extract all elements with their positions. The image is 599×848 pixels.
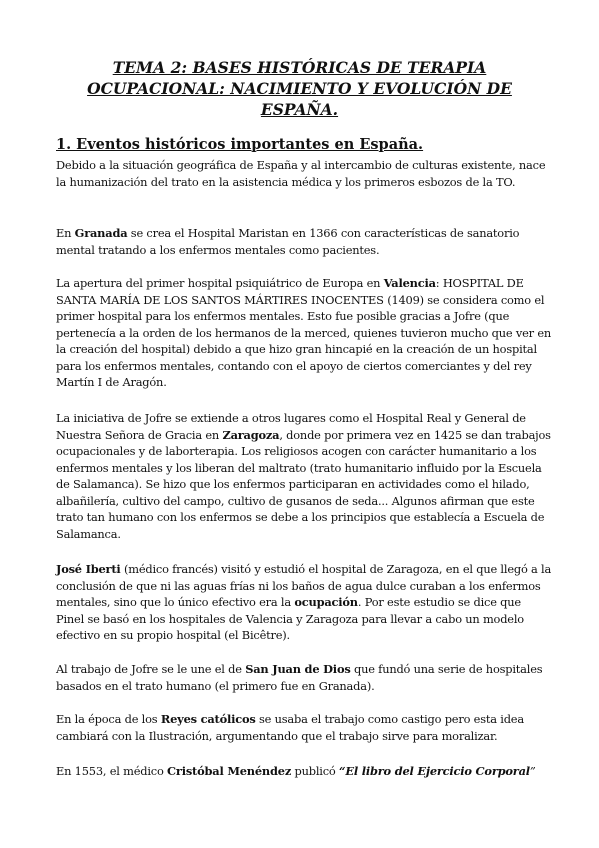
paragraph-intro [56,157,552,190]
bold-text: San Juan de Dios [245,662,351,676]
paragraph-menendez [56,763,552,780]
title-line-2: OCUPACIONAL: NACIMIENTO Y EVOLUCIÓN DE [87,79,512,98]
text-run: , donde por primera vez en 1425 se dan trabajos ocupacionales y de laborterapia. Los religiosos acogen con carácter humanitario a los enfermos mentales y los liberan del maltrato (trato humanitario influido por la Escuela de Salamanca). Se hizo que los enfermos participaran en actividades como el hilado, albañilería, cultivo del campo, cultivo de gusanos de seda... Algunos afirman que este trato tan humano con los enfermos se debe a los principios que establecía a Escuela de Salamanca. [56,427,551,541]
paragraph-valencia [56,275,552,391]
paragraph-iberti [56,561,552,644]
text-run: Al trabajo de Jofre se le une el de [56,662,246,676]
bold-text: “El libro del Ejercicio Corporal [339,764,530,778]
bold-text: José Iberti [56,562,121,576]
section-heading: 1. Eventos históricos importantes en España. [56,136,424,153]
title-line-3: ESPAÑA. [260,100,339,119]
text-run: : HOSPITAL DE SANTA MARÍA DE LOS SANTOS MÁRTIRES INOCENTES (1409) se considera como el primer hospital para los enfermos mentales. Esto fue posible gracias a Jofre (que pertenecía a la orden de los hermanos de la merced, quienes tuvieron mucho que ver en la creación del hospital) debido a que hizo gran hincapié en la creación de un hospital para los enfermos mentales, contando con el apoyo de ciertos comerciantes y del rey Martín I de Aragón. [56,276,551,389]
paragraph-intro-text: Debido a la situación geográfica de España y al intercambio de culturas existente, nace la humanización del trato en la asistencia médica y los primeros esbozos de la TO. [56,158,546,189]
text-run: La iniciativa de Jofre se extiende a otros lugares como el Hospital Real y General de Nuestra Señora de Gracia en [56,411,526,442]
text-run: En la época de los [56,712,161,726]
bold-text: Zaragoza [222,427,280,442]
text-run: se crea el Hospital Maristan en 1366 con características de sanatorio mental tratando a los enfermos mentales como pacientes. [56,226,520,257]
text-run: En [56,226,75,240]
text-run: . Por este estudio se dice que Pinel se basó en los hospitales de Valencia y Zaragoza para llevar a cabo un modelo efectivo en su propio hospital (el Bicêtre). [56,595,524,642]
paragraph-granada [56,225,552,258]
paragraph-reyes [56,711,552,744]
bold-text: Valencia [383,276,436,290]
text-run: ” [529,764,536,778]
text-run: La apertura del primer hospital psiquiátrico de Europa en [56,276,384,290]
paragraph-zaragoza [56,410,552,542]
text-run: que fundó una serie de hospitales basados en el trato humano (el primero fue en Granada). [56,662,543,693]
bold-text: ocupación [294,595,358,609]
bold-text: Cristóbal Menéndez [167,764,292,778]
paragraph-san-juan [56,661,552,694]
title-line-1: TEMA 2: BASES HISTÓRICAS DE TERAPIA [112,58,487,77]
document-title [40,57,559,120]
text-run: En 1553, el médico [56,764,168,778]
bold-text: Granada [74,226,128,240]
text-run: se usaba el trabajo como castigo pero esta idea cambiará con la Ilustración, argumentando que el trabajo sirve para moralizar. [56,712,524,743]
text-run: (médico francés) visitó y estudió el hospital de Zaragoza, en el que llegó a la conclusión de que ni las aguas frías ni los baños de agua dulce curaban a los enfermos mentales, sino que lo único efectivo era la [56,562,552,609]
text-run: publicó [291,764,339,778]
bold-text: Reyes católicos [160,712,256,726]
